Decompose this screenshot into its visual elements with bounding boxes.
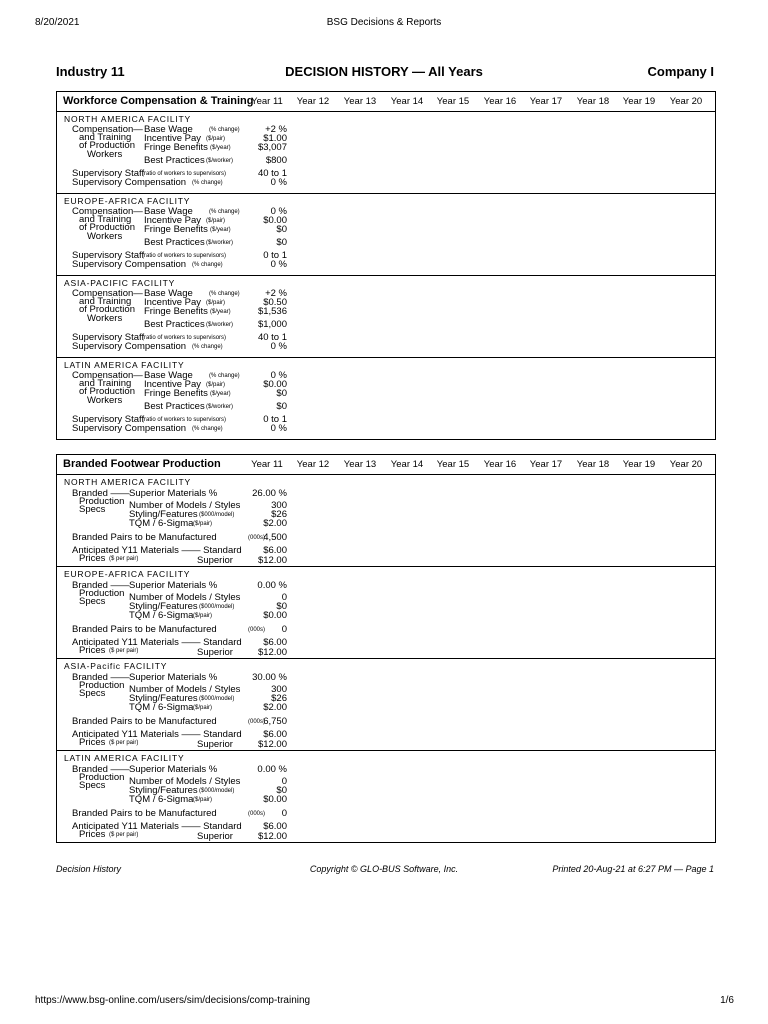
tqm-unit: ($/pair) (193, 613, 213, 619)
specs-label: Specs (79, 780, 106, 791)
anticipated-label: Anticipated Y11 Materials —— Standard (72, 545, 242, 556)
comp-label: of Production (79, 222, 135, 233)
supervisory-comp-label: Supervisory Compensation (72, 423, 187, 434)
comp-label: and Training (79, 214, 132, 225)
specs-label: Specs (79, 688, 106, 699)
year-header: Year 20 (669, 459, 703, 470)
styling-label: Styling/Features (129, 509, 198, 520)
base-wage-label: Base Wage (144, 370, 193, 381)
company-label: Company I (647, 64, 714, 79)
superior-materials-label: Superior Materials % (129, 764, 218, 775)
workforce-section (56, 91, 716, 440)
base-wage-value: 0 % (270, 206, 287, 217)
anticipated-label: Anticipated Y11 Materials —— Standard (72, 729, 242, 740)
superior-materials-value: 26.00 % (252, 488, 287, 499)
comp-label: Compensation— (72, 370, 143, 381)
comp-label: of Production (79, 304, 135, 315)
supervisory-staff-value: 0 to 1 (263, 414, 287, 425)
comp-label: Compensation— (72, 288, 143, 299)
models-value: 0 (281, 776, 287, 787)
footer-doc-name: Decision History (56, 864, 122, 874)
fringe-benefits-unit: ($/year) (210, 309, 231, 315)
year-header: Year 13 (343, 96, 377, 107)
base-wage-unit: (% change) (209, 291, 240, 297)
incentive-pay-label: Incentive Pay (144, 379, 202, 390)
best-practices-value: $1,000 (257, 319, 287, 330)
incentive-pay-unit: ($/pair) (206, 218, 226, 224)
styling-value: $26 (271, 509, 287, 520)
prices-unit: ($ per pair) (109, 832, 139, 838)
facility-block (57, 276, 715, 358)
facility-block (57, 567, 715, 659)
facility-block (57, 475, 715, 567)
styling-unit: ($000/model) (199, 512, 235, 518)
tqm-label: TQM / 6-Sigma (129, 610, 194, 621)
section-header (57, 92, 715, 112)
branded-label: Branded —— (72, 672, 130, 683)
base-wage-label: Base Wage (144, 124, 193, 135)
report-title: DECISION HISTORY — All Years (285, 64, 483, 79)
superior-price-value: $12.00 (257, 647, 287, 658)
superior-price-value: $12.00 (257, 831, 287, 842)
supervisory-staff-value: 0 to 1 (263, 250, 287, 261)
comp-label: Workers (87, 231, 123, 242)
styling-label: Styling/Features (129, 785, 198, 796)
supervisory-comp-label: Supervisory Compensation (72, 259, 187, 270)
best-practices-value: $0 (276, 401, 287, 412)
supervisory-comp-unit: (% change) (192, 180, 223, 186)
models-value: 300 (271, 684, 287, 695)
facility-name: ASIA-Pacific FACILITY (64, 661, 168, 671)
best-practices-value: $800 (265, 155, 287, 166)
pairs-unit: (000s) (248, 719, 266, 725)
year-header: Year 11 (251, 459, 283, 470)
pairs-label: Branded Pairs to be Manufactured (72, 624, 217, 635)
comp-label: and Training (79, 132, 132, 143)
fringe-benefits-value: $0 (276, 388, 287, 399)
year-header: Year 14 (390, 96, 424, 107)
incentive-pay-label: Incentive Pay (144, 133, 202, 144)
supervisory-staff-value: 40 to 1 (257, 332, 287, 343)
branded-label: Branded —— (72, 488, 130, 499)
supervisory-staff-label: Supervisory Staff (72, 414, 145, 425)
comp-label: and Training (79, 296, 132, 307)
supervisory-comp-label: Supervisory Compensation (72, 341, 187, 352)
tqm-label: TQM / 6-Sigma (129, 702, 194, 713)
supervisory-comp-value: 0 % (270, 423, 287, 434)
superior-materials-value: 0.00 % (257, 580, 287, 591)
pairs-unit: (000s) (248, 627, 266, 633)
pairs-value: 0 (281, 808, 287, 819)
tqm-label: TQM / 6-Sigma (129, 794, 194, 805)
styling-value: $26 (271, 693, 287, 704)
incentive-pay-value: $1.00 (263, 133, 287, 144)
best-practices-unit: ($/worker) (206, 240, 234, 246)
supervisory-staff-value: 40 to 1 (257, 168, 287, 179)
superior-price-label: Superior (197, 555, 233, 566)
models-label: Number of Models / Styles (129, 776, 241, 787)
year-header: Year 20 (669, 96, 703, 107)
supervisory-comp-unit: (% change) (192, 426, 223, 432)
incentive-pay-label: Incentive Pay (144, 297, 202, 308)
prices-unit: ($ per pair) (109, 648, 139, 654)
best-practices-label: Best Practices (144, 319, 205, 330)
facility-block (57, 751, 715, 842)
tqm-unit: ($/pair) (193, 521, 213, 527)
section-title: Workforce Compensation & Training (63, 95, 254, 107)
styling-label: Styling/Features (129, 693, 198, 704)
comp-label: Compensation— (72, 206, 143, 217)
styling-value: $0 (276, 601, 287, 612)
industry-label: Industry 11 (56, 64, 125, 79)
superior-price-value: $12.00 (257, 739, 287, 750)
facility-name: NORTH AMERICA FACILITY (64, 114, 192, 124)
best-practices-value: $0 (276, 237, 287, 248)
print-url: https://www.bsg-online.com/users/sim/decisions/comp-training (35, 995, 311, 1006)
pairs-value: 4,500 (263, 532, 287, 543)
fringe-benefits-label: Fringe Benefits (144, 142, 208, 153)
facility-block (57, 358, 715, 439)
incentive-pay-label: Incentive Pay (144, 215, 202, 226)
tqm-value: $2.00 (263, 518, 287, 529)
superior-price-value: $12.00 (257, 555, 287, 566)
tqm-value: $0.00 (263, 610, 287, 621)
tqm-unit: ($/pair) (193, 705, 213, 711)
facility-block (57, 194, 715, 276)
pairs-label: Branded Pairs to be Manufactured (72, 716, 217, 727)
year-header: Year 13 (343, 459, 377, 470)
base-wage-value: +2 % (265, 124, 287, 135)
models-label: Number of Models / Styles (129, 500, 241, 511)
supervisory-staff-unit: (ratio of workers to supervisors) (142, 335, 227, 341)
prices-label: Prices (79, 553, 106, 564)
standard-price-value: $6.00 (263, 729, 287, 740)
base-wage-unit: (% change) (209, 373, 240, 379)
fringe-benefits-unit: ($/year) (210, 145, 231, 151)
fringe-benefits-label: Fringe Benefits (144, 224, 208, 235)
comp-label: of Production (79, 140, 135, 151)
anticipated-label: Anticipated Y11 Materials —— Standard (72, 821, 242, 832)
comp-label: Workers (87, 149, 123, 160)
year-header: Year 12 (296, 459, 330, 470)
footwear-section (56, 454, 716, 843)
styling-unit: ($000/model) (199, 696, 235, 702)
facility-name: LATIN AMERICA FACILITY (64, 360, 185, 370)
year-header: Year 16 (483, 96, 517, 107)
print-page-number: 1/6 (720, 995, 734, 1006)
year-header: Year 14 (390, 459, 424, 470)
print-date: 8/20/2021 (35, 17, 80, 28)
pairs-label: Branded Pairs to be Manufactured (72, 808, 217, 819)
year-header: Year 12 (296, 96, 330, 107)
base-wage-label: Base Wage (144, 206, 193, 217)
fringe-benefits-value: $3,007 (257, 142, 287, 153)
best-practices-label: Best Practices (144, 401, 205, 412)
production-label: Production (79, 680, 125, 691)
pairs-unit: (000s) (248, 811, 266, 817)
production-label: Production (79, 588, 125, 599)
best-practices-label: Best Practices (144, 237, 205, 248)
supervisory-staff-label: Supervisory Staff (72, 250, 145, 261)
standard-price-value: $6.00 (263, 637, 287, 648)
fringe-benefits-unit: ($/year) (210, 391, 231, 397)
facility-block (57, 659, 715, 751)
incentive-pay-value: $0.00 (263, 215, 287, 226)
production-label: Production (79, 496, 125, 507)
styling-value: $0 (276, 785, 287, 796)
fringe-benefits-label: Fringe Benefits (144, 388, 208, 399)
superior-materials-label: Superior Materials % (129, 672, 218, 683)
models-label: Number of Models / Styles (129, 592, 241, 603)
supervisory-comp-value: 0 % (270, 341, 287, 352)
supervisory-comp-unit: (% change) (192, 344, 223, 350)
models-value: 0 (281, 592, 287, 603)
facility-name: ASIA-PACIFIC FACILITY (64, 278, 176, 288)
comp-label: Workers (87, 313, 123, 324)
production-label: Production (79, 772, 125, 783)
year-header: Year 17 (529, 459, 563, 470)
best-practices-unit: ($/worker) (206, 158, 234, 164)
supervisory-comp-value: 0 % (270, 177, 287, 188)
supervisory-staff-unit: (ratio of workers to supervisors) (142, 417, 227, 423)
base-wage-unit: (% change) (209, 127, 240, 133)
fringe-benefits-label: Fringe Benefits (144, 306, 208, 317)
prices-unit: ($ per pair) (109, 556, 139, 562)
prices-unit: ($ per pair) (109, 740, 139, 746)
facility-name: LATIN AMERICA FACILITY (64, 753, 185, 763)
superior-materials-value: 30.00 % (252, 672, 287, 683)
tqm-value: $0.00 (263, 794, 287, 805)
models-value: 300 (271, 500, 287, 511)
supervisory-staff-unit: (ratio of workers to supervisors) (142, 171, 227, 177)
print-title: BSG Decisions & Reports (326, 17, 442, 28)
supervisory-staff-label: Supervisory Staff (72, 332, 145, 343)
facility-name: EUROPE-AFRICA FACILITY (64, 196, 191, 206)
facility-name: NORTH AMERICA FACILITY (64, 477, 192, 487)
year-header: Year 15 (436, 96, 470, 107)
facility-name: EUROPE-AFRICA FACILITY (64, 569, 191, 579)
styling-unit: ($000/model) (199, 604, 235, 610)
pairs-label: Branded Pairs to be Manufactured (72, 532, 217, 543)
section-header (57, 455, 715, 475)
comp-label: of Production (79, 386, 135, 397)
fringe-benefits-value: $0 (276, 224, 287, 235)
year-header: Year 19 (622, 96, 656, 107)
year-header: Year 18 (576, 96, 610, 107)
footer-printed: Printed 20-Aug-21 at 6:27 PM — Page 1 (552, 864, 714, 874)
specs-label: Specs (79, 504, 106, 515)
incentive-pay-unit: ($/pair) (206, 136, 226, 142)
branded-label: Branded —— (72, 764, 130, 775)
supervisory-staff-label: Supervisory Staff (72, 168, 145, 179)
prices-label: Prices (79, 737, 106, 748)
year-header: Year 17 (529, 96, 563, 107)
standard-price-value: $6.00 (263, 545, 287, 556)
comp-label: and Training (79, 378, 132, 389)
superior-materials-value: 0.00 % (257, 764, 287, 775)
best-practices-unit: ($/worker) (206, 322, 234, 328)
base-wage-label: Base Wage (144, 288, 193, 299)
fringe-benefits-unit: ($/year) (210, 227, 231, 233)
year-header: Year 16 (483, 459, 517, 470)
prices-label: Prices (79, 829, 106, 840)
facility-block (57, 112, 715, 194)
superior-price-label: Superior (197, 739, 233, 750)
year-header: Year 15 (436, 459, 470, 470)
year-header: Year 19 (622, 459, 656, 470)
pairs-value: 6,750 (263, 716, 287, 727)
year-header: Year 18 (576, 459, 610, 470)
incentive-pay-unit: ($/pair) (206, 382, 226, 388)
tqm-unit: ($/pair) (193, 797, 213, 803)
models-label: Number of Models / Styles (129, 684, 241, 695)
supervisory-comp-value: 0 % (270, 259, 287, 270)
superior-materials-label: Superior Materials % (129, 488, 218, 499)
pairs-unit: (000s) (248, 535, 266, 541)
anticipated-label: Anticipated Y11 Materials —— Standard (72, 637, 242, 648)
supervisory-comp-unit: (% change) (192, 262, 223, 268)
superior-price-label: Superior (197, 647, 233, 658)
specs-label: Specs (79, 596, 106, 607)
superior-price-label: Superior (197, 831, 233, 842)
pairs-value: 0 (281, 624, 287, 635)
best-practices-label: Best Practices (144, 155, 205, 166)
standard-price-value: $6.00 (263, 821, 287, 832)
incentive-pay-value: $0.50 (263, 297, 287, 308)
footer-copyright: Copyright © GLO-BUS Software, Inc. (309, 864, 459, 874)
tqm-value: $2.00 (263, 702, 287, 713)
tqm-label: TQM / 6-Sigma (129, 518, 194, 529)
base-wage-value: 0 % (270, 370, 287, 381)
year-header: Year 11 (251, 96, 283, 107)
comp-label: Compensation— (72, 124, 143, 135)
styling-unit: ($000/model) (199, 788, 235, 794)
prices-label: Prices (79, 645, 106, 656)
branded-label: Branded —— (72, 580, 130, 591)
supervisory-comp-label: Supervisory Compensation (72, 177, 187, 188)
section-title: Branded Footwear Production (63, 458, 221, 470)
superior-materials-label: Superior Materials % (129, 580, 218, 591)
base-wage-unit: (% change) (209, 209, 240, 215)
base-wage-value: +2 % (265, 288, 287, 299)
fringe-benefits-value: $1,536 (257, 306, 287, 317)
supervisory-staff-unit: (ratio of workers to supervisors) (142, 253, 227, 259)
styling-label: Styling/Features (129, 601, 198, 612)
incentive-pay-value: $0.00 (263, 379, 287, 390)
comp-label: Workers (87, 395, 123, 406)
incentive-pay-unit: ($/pair) (206, 300, 226, 306)
best-practices-unit: ($/worker) (206, 404, 234, 410)
